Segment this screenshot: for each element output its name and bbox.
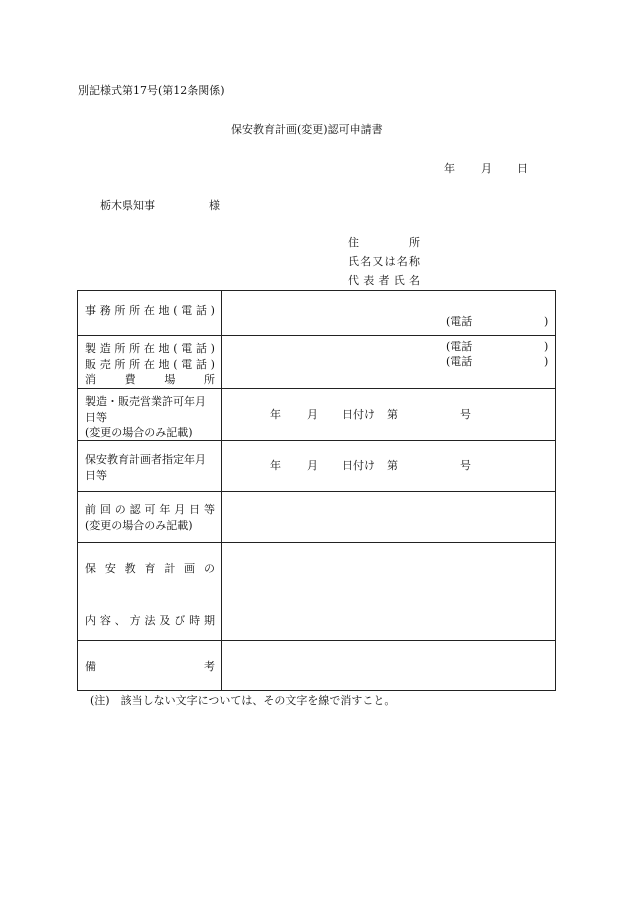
label-char: 前 xyxy=(85,503,96,516)
phone-close-label: ) xyxy=(544,355,549,368)
phone-open-label: (電話 xyxy=(446,315,473,328)
addressee-honorific: 様 xyxy=(209,199,220,212)
label-char: 造 xyxy=(99,342,111,355)
document-title: 保安教育計画(変更)認可申請書 xyxy=(231,123,383,136)
mfg-sales-location-value-cell[interactable] xyxy=(222,336,556,389)
label-char: 地 xyxy=(158,357,170,371)
label-char: 所 xyxy=(114,342,126,355)
label-char: 地 xyxy=(158,342,170,355)
applicant-rep-char: 代 xyxy=(348,274,359,287)
label-char: 電 xyxy=(181,342,193,355)
date-month-label: 月 xyxy=(481,162,492,175)
label-char: 内 xyxy=(85,614,96,627)
label-char: 所 xyxy=(114,304,126,317)
mfg-sales-location-label-cell xyxy=(78,336,222,389)
number-suffix-label: 号 xyxy=(460,408,471,421)
label-line: (変更の場合のみ記載) xyxy=(85,426,193,439)
office-location-label xyxy=(85,303,215,319)
designation-date-label-cell xyxy=(78,441,222,492)
application-form-table xyxy=(77,290,556,691)
label-char: 所 xyxy=(203,373,215,386)
label-char: 地 xyxy=(158,304,170,317)
label-char: 話 xyxy=(195,304,207,317)
label-char: 事 xyxy=(85,304,96,317)
label-char: 話 xyxy=(195,342,207,355)
label-char: 製 xyxy=(85,342,96,355)
applicant-representative-label xyxy=(348,275,420,286)
label-line: (変更の場合のみ記載) xyxy=(85,518,193,532)
previous-approval-label-cell xyxy=(78,492,222,543)
phone-close-label: ) xyxy=(544,315,549,328)
plan-content-label-line1 xyxy=(85,561,215,577)
table-row xyxy=(78,389,556,441)
label-line: 日等 xyxy=(85,410,107,424)
label-char: 在 xyxy=(143,342,155,355)
label-char: 方 xyxy=(129,614,141,627)
month-label: 月 xyxy=(307,459,318,472)
label-char: 可 xyxy=(144,503,156,516)
office-location-value-cell[interactable] xyxy=(222,291,556,336)
label-char: 認 xyxy=(129,503,141,516)
office-location-label-cell xyxy=(78,291,222,336)
month-label: 月 xyxy=(307,408,318,421)
table-row xyxy=(78,336,556,389)
designation-date-value-cell[interactable] xyxy=(222,441,556,492)
label-char: 及 xyxy=(159,614,171,627)
table-row xyxy=(78,441,556,492)
label-char: 在 xyxy=(143,357,155,371)
applicant-address-char: 住 xyxy=(348,236,359,249)
label-char: 月 xyxy=(174,503,186,516)
number-prefix-label: 第 xyxy=(387,459,398,472)
label-char: 所 xyxy=(129,304,141,317)
footnote: (注) 該当しない文字については、その文字を線で消すこと。 xyxy=(90,694,396,707)
remarks-value-cell[interactable] xyxy=(222,641,556,691)
label-char: ( xyxy=(173,304,178,317)
label-char: 回 xyxy=(99,503,111,516)
date-suffix-label: 日付け xyxy=(342,459,375,472)
phone-close-label: ) xyxy=(544,340,549,353)
number-suffix-label: 号 xyxy=(460,459,471,472)
label-char: ) xyxy=(210,342,215,355)
label-char: の xyxy=(203,562,215,575)
applicant-name-char: 氏 xyxy=(348,255,359,268)
label-char: 期 xyxy=(204,614,215,627)
label-char: 考 xyxy=(204,660,215,673)
previous-approval-value-cell[interactable] xyxy=(222,492,556,543)
label-char: 所 xyxy=(129,357,141,371)
applicant-rep-char: 者 xyxy=(378,274,390,287)
remarks-label xyxy=(85,659,215,675)
plan-content-label-cell xyxy=(78,543,222,641)
applicant-address-char: 所 xyxy=(409,236,420,249)
table-row xyxy=(78,543,556,641)
applicant-name-char: 称 xyxy=(408,255,420,268)
label-char: 売 xyxy=(99,357,111,371)
label-char: 日 xyxy=(189,503,201,516)
previous-approval-label xyxy=(85,502,215,533)
designation-date-label xyxy=(85,452,215,483)
remarks-label-cell xyxy=(78,641,222,691)
label-char: 電 xyxy=(181,304,193,317)
label-char: 所 xyxy=(114,357,126,371)
label-char: 時 xyxy=(189,614,201,627)
table-row xyxy=(78,492,556,543)
label-char: 育 xyxy=(144,562,156,575)
label-char: 所 xyxy=(129,342,141,355)
label-char: 保 xyxy=(85,562,96,575)
number-prefix-label: 第 xyxy=(387,408,398,421)
label-char: 計 xyxy=(164,562,176,575)
permit-date-value-cell[interactable] xyxy=(222,389,556,441)
label-char: 在 xyxy=(143,304,155,317)
label-char: 教 xyxy=(124,562,136,575)
label-char: 画 xyxy=(184,562,196,575)
label-char: 等 xyxy=(204,503,215,516)
applicant-name-char: 又 xyxy=(372,255,384,268)
label-char: ( xyxy=(173,342,178,355)
applicant-rep-char: 氏 xyxy=(393,274,405,287)
phone-open-label: (電話 xyxy=(446,355,473,368)
label-char: 話 xyxy=(195,357,207,371)
applicant-name-char: は xyxy=(384,255,396,268)
addressee-name: 栃木県知事 xyxy=(100,199,155,212)
applicant-name-char: 名 xyxy=(396,255,408,268)
label-char: ) xyxy=(210,357,215,371)
year-label: 年 xyxy=(270,408,281,421)
date-suffix-label: 日付け xyxy=(342,408,375,421)
form-reference: 別記様式第17号(第12条関係) xyxy=(78,84,225,97)
permit-date-label-cell xyxy=(78,389,222,441)
year-label: 年 xyxy=(270,459,281,472)
label-line: 日等 xyxy=(85,468,107,482)
label-char: ( xyxy=(173,357,178,371)
label-char: ) xyxy=(210,304,215,317)
applicant-rep-char: 表 xyxy=(363,274,375,287)
label-char: 年 xyxy=(159,503,171,516)
label-char: 販 xyxy=(85,357,96,371)
label-char: 安 xyxy=(104,562,116,575)
label-char: 電 xyxy=(181,357,193,371)
label-char: 消 xyxy=(85,373,96,386)
applicant-address-label xyxy=(348,237,420,248)
applicant-name-char: 名 xyxy=(360,255,372,268)
sales-location-label xyxy=(85,357,215,373)
label-line: 保安教育計画者指定年月 xyxy=(85,453,206,466)
label-char: の xyxy=(114,503,126,516)
permit-date-label xyxy=(85,394,215,441)
applicant-rep-char: 名 xyxy=(409,274,420,287)
date-year-label: 年 xyxy=(444,162,455,175)
plan-content-value-cell[interactable] xyxy=(222,543,556,641)
label-char: 務 xyxy=(99,304,111,317)
consumption-location-label xyxy=(85,372,215,388)
label-char: 場 xyxy=(164,373,176,386)
date-day-label: 日 xyxy=(517,162,528,175)
label-char: 費 xyxy=(124,373,136,386)
table-row xyxy=(78,641,556,691)
table-row xyxy=(78,291,556,336)
label-line: 製造・販売営業許可年月 xyxy=(85,395,206,408)
label-char: 法 xyxy=(144,614,156,627)
label-char: 備 xyxy=(85,660,96,673)
phone-open-label: (電話 xyxy=(446,340,473,353)
label-char: 容 xyxy=(99,614,111,627)
applicant-name-label xyxy=(348,256,420,267)
label-char: 、 xyxy=(114,614,126,627)
mfg-location-label xyxy=(85,341,215,357)
plan-content-label-line2 xyxy=(85,613,215,629)
label-char: び xyxy=(174,614,186,627)
